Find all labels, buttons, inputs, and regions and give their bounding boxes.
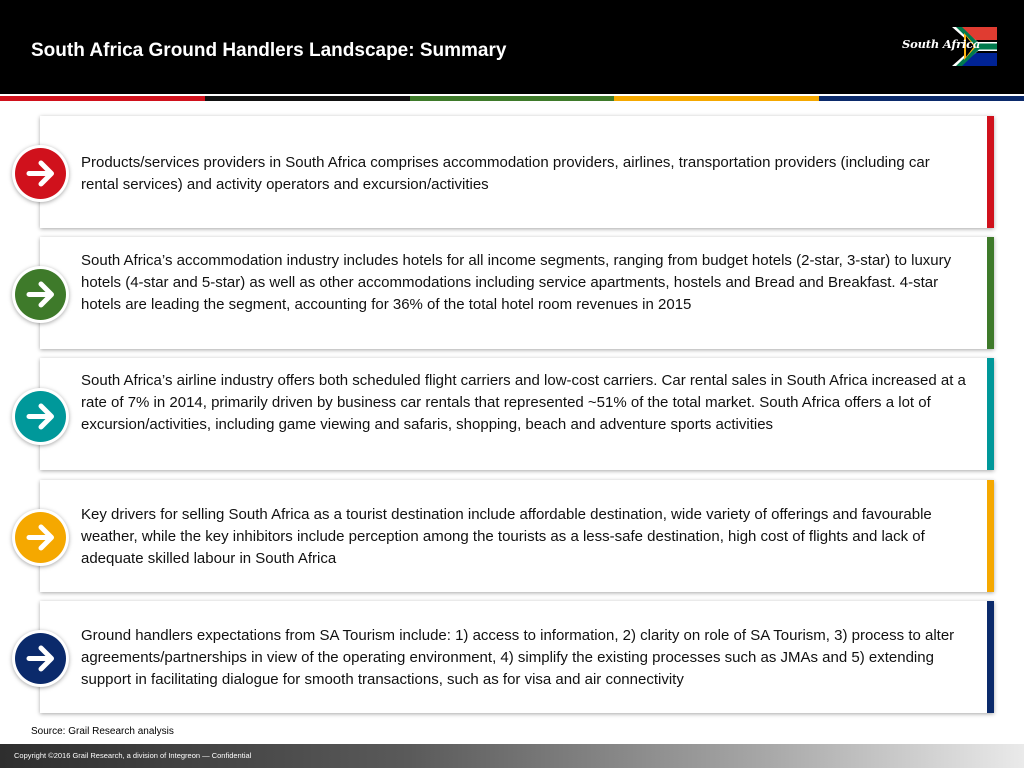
summary-card-2 [40,237,994,349]
summary-card-1 [40,116,994,228]
stripe-black [205,96,410,101]
page-title: South Africa Ground Handlers Landscape: Summary [31,40,507,61]
logo-text: South Africa [902,37,981,51]
summary-card-3 [40,358,994,470]
summary-card-5 [40,601,994,713]
card-accent [987,237,994,349]
stripe-blue [819,96,1024,101]
arrow-right-icon [12,509,69,566]
card-text: South Africa’s airline industry offers both scheduled flight carriers and low-cost carriers. Car rental sales in South Africa increased at a rate of 7% in 2014, primarily driven by business car rentals that represented ~51% of the total market. South Africa offers a lot of excursion/activities, including game viewing and safaris, shopping, beach and adventure sports activities [81,372,966,433]
card-text: Ground handlers expectations from SA Tourism include: 1) access to information, 2) clarity on role of SA Tourism, 3) process to alter agreements/partnerships in view of the operating environment, 4) simplify the existing processes such as JMAs and 5) extending support in facilitating dialogue for smooth transactions, such as for visa and air connectivity [81,627,955,688]
arrow-right-icon [12,630,69,687]
card-accent [987,116,994,228]
copyright-text: Copyright ©2016 Grail Research, a division of Integreon — Confidential [14,751,252,760]
stripe-green [410,96,615,101]
summary-card-4 [40,480,994,592]
card-text: Key drivers for selling South Africa as a tourist destination include affordable destination, wide variety of offerings and favourable weather, while the key inhibitors include perception among the tourists as a less-safe destination, high cost of flights and lack of adequate skilled labour in South Africa [81,506,932,567]
stripe-yellow [614,96,819,101]
south-africa-logo [896,27,997,66]
color-stripes [0,96,1024,101]
arrow-right-icon [12,145,69,202]
card-accent [987,358,994,470]
source-note: Source: Grail Research analysis [31,726,174,737]
card-accent [987,480,994,592]
stripe-red [0,96,205,101]
card-text: South Africa’s accommodation industry includes hotels for all income segments, ranging from budget hotels (2-star, 3-star) to luxury hotels (4-star and 5-star) as well as other accommodations including service apartments, hostels and Bread and Breakfast. 4-star hotels are leading the segment, accounting for 36% of the total hotel room revenues in 2015 [81,252,952,313]
card-text: Products/services providers in South Africa comprises accommodation providers, airlines, transportation providers (including car rental services) and activity operators and excursion/activities [81,154,930,193]
arrow-right-icon [12,388,69,445]
arrow-right-icon [12,266,69,323]
slide-header [0,0,1024,94]
card-accent [987,601,994,713]
footer [0,744,1024,768]
